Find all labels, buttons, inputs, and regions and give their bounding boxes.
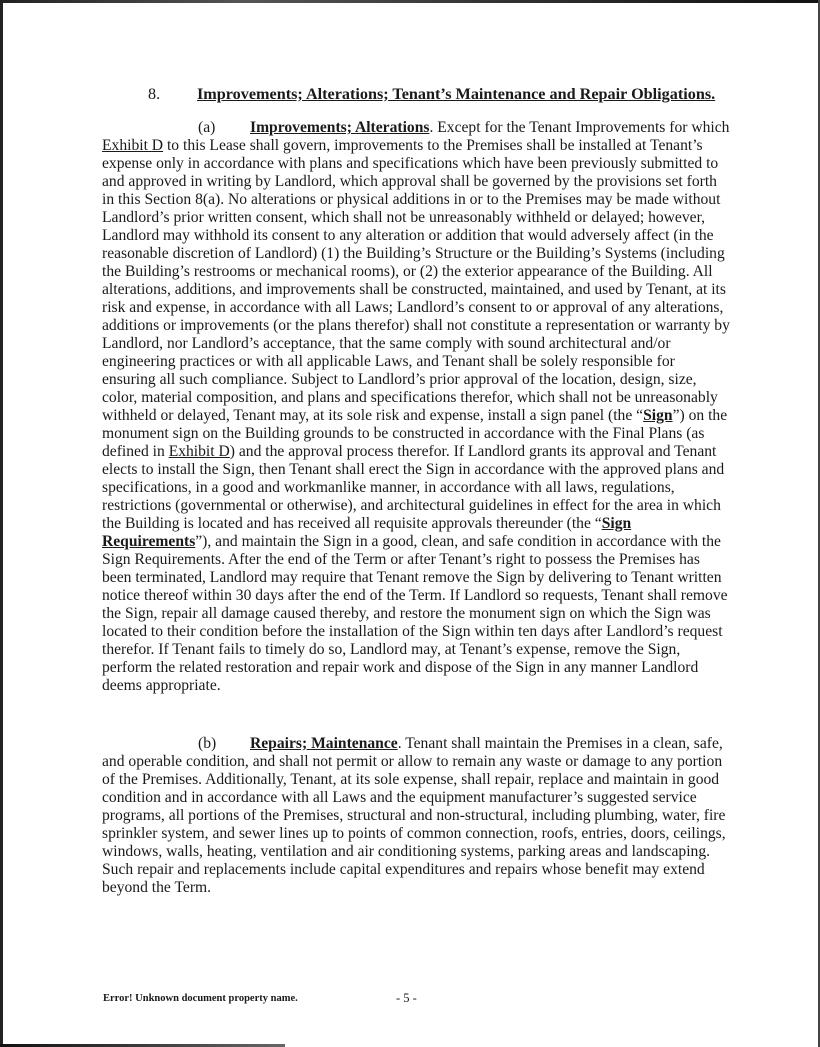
section-number: 8.: [148, 85, 161, 103]
scan-border-left: [0, 0, 3, 1047]
scan-border-top: [0, 0, 820, 3]
paragraph-a-text-1: . Except for the Tenant Improvements for which: [429, 119, 730, 136]
paragraph-b: [102, 735, 730, 897]
paragraph-a-text-4: ) and the approval process therefor. If Landlord grants its approval and Tenant elects to install the Sign, then Tenant shall erect the Sign in accordance with the approved plans and specifications, in a good and workmanlike manner, in accordance with all laws, regulations, restrictions (governmental or otherwise), and architectural guidelines in effect for the area in which the Building is located and has received all requisite approvals thereunder (the “: [102, 443, 725, 532]
defined-term-sign: Sign: [643, 407, 673, 424]
paragraph-b-label: (b): [198, 735, 217, 752]
paragraph-b-text: . Tenant shall maintain the Premises in a clean, safe, and operable condition, and shall not permit or allow to remain any waste or damage to any portion of the Premises. Additionally, Tenant, at its sole expense, shall repair, replace and maintain in good condition and in accordance with all Laws and the equipment manufacturer’s suggested service programs, all portions of the Premises, structural and non-structural, including plumbing, water, fire sprinkler system, and sewer lines up to points of common connection, roofs, entries, doors, ceilings, windows, walls, heating, ventilation and air conditioning systems, parking areas and landscaping. Such repair and replacements include capital expenditures and repairs whose benefit may extend beyond the Term.: [102, 735, 726, 896]
paragraph-a: [102, 119, 730, 695]
exhibit-d-reference-2: Exhibit D: [168, 443, 230, 460]
footer-document-property: Error! Unknown document property name.: [103, 993, 298, 1004]
paragraph-b-heading: Repairs; Maintenance: [250, 735, 398, 752]
paragraph-a-text-2: to this Lease shall govern, improvements to the Premises shall be installed at Tenant’s expense only in accordance with plans and specifications which have been previously submitted to and approved in writing by Landlord, which approval shall be governed by the provisions set forth in this Section 8(a). No alterations or physical additions in or to the Premises may be made without Landlord’s prior written consent, which shall not be unreasonably withheld or delayed; however, Landlord may withhold its consent to any alteration or addition that would adversely affect (in the reasonable discretion of Landlord) (1) the Building’s Structure or the Building’s Systems (including the Building’s restrooms or mechanical rooms), or (2) the exterior appearance of the Building. All alterations, additions, and improvements shall be constructed, maintained, and used by Tenant, at its risk and expense, in accordance with all Laws; Landlord’s consent to or approval of any alterations, additions or improvements (or the plans therefor) shall not constitute a representation or warranty by Landlord, nor Landlord’s acceptance, that the same comply with sound architectural and/or engineering practices or with all applicable Laws, and Tenant shall be solely responsible for ensuring all such compliance. Subject to Landlord’s prior approval of the location, design, size, color, material composition, and plans and specifications therefor, which shall not be unreasonably withheld or delayed, Tenant may, at its sole risk and expense, install a sign panel (the “: [102, 137, 730, 424]
paragraph-a-heading: Improvements; Alterations: [250, 119, 430, 136]
section-heading: [148, 85, 715, 104]
paragraph-a-text-5: ”), and maintain the Sign in a good, clean, and safe condition in accordance with the Sign Requirements. After the end of the Term or after Tenant’s right to possess the Premises has been terminated, Landlord may require that Tenant remove the Sign by delivering to Tenant written notice thereof within 30 days after the end of the Term. If Landlord so requests, Tenant shall remove the Sign, repair all damage caused thereby, and restore the monument sign on which the Sign was located to their condition before the installation of the Sign within ten days after Landlord’s request therefor. If Tenant fails to timely do so, Landlord may, at Tenant’s expense, remove the Sign, perform the related restoration and repair work and dispose of the Sign in any manner Landlord deems appropriate.: [102, 533, 728, 694]
section-title: Improvements; Alterations; Tenant’s Maintenance and Repair Obligations.: [197, 85, 716, 103]
defined-term-sign-requirements: Sign Requirements: [102, 515, 632, 550]
paragraph-a-text-3: ”) on the monument sign on the Building grounds to be constructed in accordance with the Final Plans (as defined in: [102, 407, 728, 460]
footer-page-number: - 5 -: [396, 991, 417, 1005]
exhibit-d-reference: Exhibit D: [102, 137, 164, 154]
paragraph-a-label: (a): [198, 119, 216, 136]
